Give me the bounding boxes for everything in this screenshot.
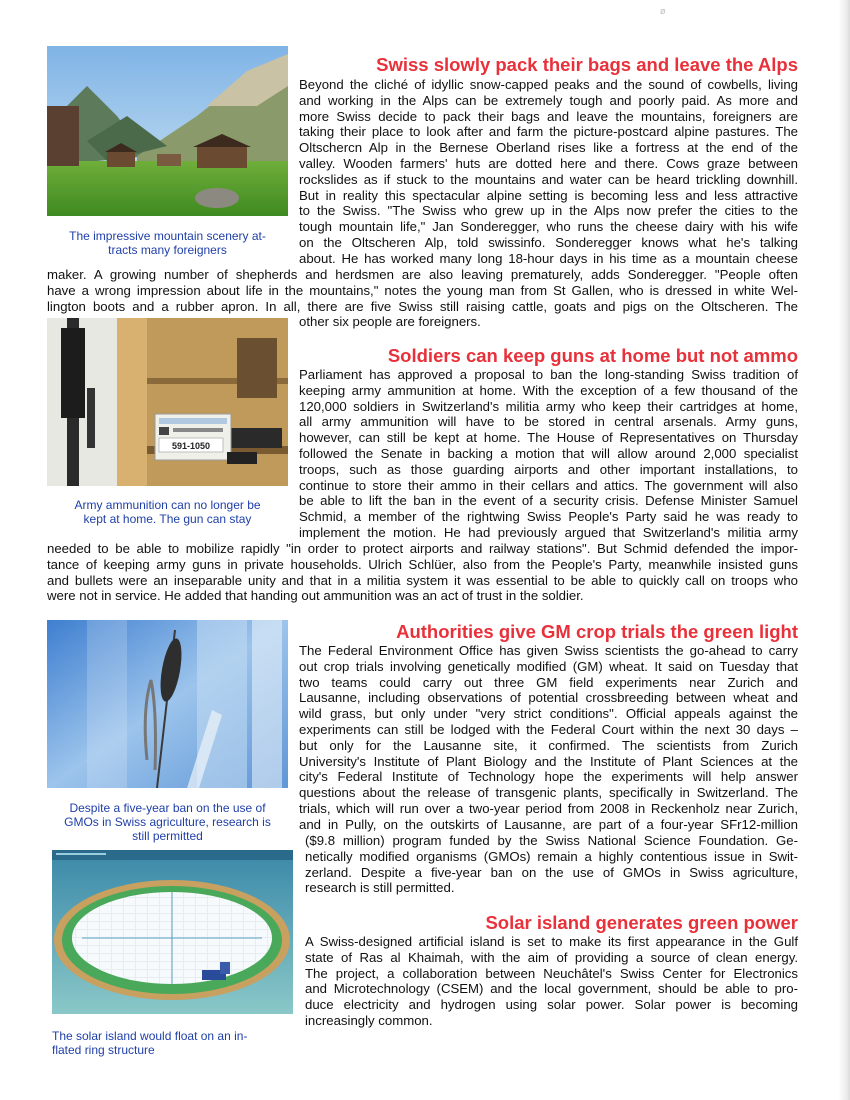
- text-line: ($9.8 million) program funded by the Swiss National Science Foundation. Ge-: [305, 833, 798, 848]
- text-line: two teams could carry out three GM field experiments near Zurich and: [299, 674, 798, 690]
- caption-line: The solar island would float on an in-: [52, 1029, 248, 1043]
- text-line: Beyond the cliché of idyllic snow-capped peaks and the sound of cowbells, living: [299, 77, 798, 92]
- text-line: But in reality this spectacular alpine setting is becoming less and less attractive: [299, 187, 798, 203]
- text-line: The Federal Environment Office has given Swiss scientists the go-ahead to carry: [299, 643, 798, 658]
- article-headline: Soldiers can keep guns at home but not ammo: [387, 345, 798, 366]
- solar-island-rendering: [52, 850, 293, 1014]
- caption-line: Army ammunition can no longer be: [74, 498, 261, 512]
- caption-line: still permitted: [132, 829, 203, 843]
- text-line: taking their place to look after and farm the picture-postcard alpine pastures. The: [299, 124, 798, 140]
- alpine-valley-photo: [47, 46, 288, 216]
- text-line: questions about the release of transgenic plants, specifically in Switzerland. The: [299, 785, 798, 801]
- text-line: more Swiss decide to pack their bags and leave the mountains, foreigners are: [299, 108, 798, 124]
- caption-line: GMOs in Swiss agriculture, research is: [64, 815, 271, 829]
- text-line: were not in service. He added that handing out ammunition was an act of trust in the soldier.: [47, 588, 584, 604]
- article-body-indented: [305, 833, 798, 896]
- text-line: wild grass, but only under "very strict conditions". Official appeals against the: [299, 706, 798, 722]
- text-line: needed to be able to mobilize rapidly "in order to protect airports and railway stations". But Schmid defended the impor-: [47, 541, 798, 556]
- article-body-tail: [299, 314, 798, 330]
- article-body-narrow: [299, 77, 798, 267]
- text-line: rockslides as if stuck to the mountains and water can be heard trickling downhill.: [299, 171, 798, 187]
- photo-caption: [47, 498, 288, 526]
- text-line: tance of keeping army guns in private households. Ulrich Schlüer, also from the People's Party, meanwhile insisted guns: [47, 556, 798, 572]
- text-line: out crop trials involving genetically modified (GM) wheat. It said on Tuesday that: [299, 658, 798, 674]
- article-body-column: [305, 934, 798, 1029]
- text-line: tough mountain life," Jan Sonderegger, who runs the cheese dairy with his wife: [299, 219, 798, 235]
- text-line: and bullets were an inseparable unity and that in a militia system it was essential to be able to quickly call on troops who: [47, 572, 798, 588]
- text-line: but only for the Lausanne site, it confirmed. The scientists from Zurich: [299, 737, 798, 753]
- text-line: lington boots and a rubber apron. In all, there are five Swiss still raising cattle, goats and pigs on the Oltscheren. The: [47, 298, 798, 314]
- text-line: keeping army ammunition at home. With the exception of a few thousand of the: [299, 382, 798, 398]
- text-line: maker. A growing number of shepherds and herdsmen are also leaving prematurely, adds Sonderegger. "People often: [47, 267, 798, 282]
- wheat-ear-test-tube-photo: [47, 620, 288, 788]
- article-body-narrow: [299, 367, 798, 541]
- photo-caption: [47, 801, 288, 843]
- text-line: A Swiss-designed artificial island is set to make its first appearance in the Gulf: [305, 934, 798, 949]
- ammunition-box-label: 591-1050: [171, 441, 211, 451]
- caption-line: The impressive mountain scenery at-: [69, 229, 266, 243]
- text-line: Schmid, a member of the rightwing Swiss People's Party said he was ready to: [299, 509, 798, 525]
- scan-speck: ø: [660, 6, 666, 16]
- text-line: city's Federal Institute of Technology hope the experiments will help answer: [299, 769, 798, 785]
- text-line: troops, such as those guarding airports and other important installations, to: [299, 461, 798, 477]
- text-line: increasingly common.: [305, 1012, 433, 1028]
- text-line: and Microtechnology (CSEM) and the local government, should be able to pro-: [305, 981, 798, 997]
- text-line: have a wrong impression about life in the mountains," notes the young man from St Gallen, who is dressed in white Wel-: [47, 282, 798, 298]
- article-body-wide: [47, 267, 798, 314]
- text-line: other six people are foreigners.: [299, 314, 481, 329]
- text-line: Lausanne, including observations of potential crossbreeding between wheat and: [299, 690, 798, 706]
- caption-line: flated ring structure: [52, 1043, 155, 1057]
- text-line: on the Oltscheren Alp, told swissinfo. Sonderegger knows what he's talking: [299, 234, 798, 250]
- scanned-page-edge: [838, 0, 850, 1100]
- text-line: and working in the Alps can be extremely tough and poorly paid. As more and: [299, 92, 798, 108]
- caption-line: tracts many foreigners: [108, 243, 227, 257]
- text-line: continue to store their ammo in their cellars and attics. The government will also: [299, 477, 798, 493]
- text-line: be able to lift the ban in the event of a security crisis. Defense Minister Samuel: [299, 493, 798, 509]
- photo-caption: [52, 1029, 272, 1057]
- ammunition-box-and-rifle-photo: [47, 318, 288, 486]
- text-line: followed the Senate in backing a motion that will allow around 2,000 specialist: [299, 445, 798, 461]
- caption-line: kept at home. The gun can stay: [83, 512, 252, 526]
- text-line: implement the motion. He had previously argued that Switzerland's militia army: [299, 524, 798, 540]
- text-line: state of Ras al Khaimah, with the aim of providing a source of clean energy.: [305, 949, 798, 965]
- text-line: duce electricity and hydrogen using solar power. Solar power is becoming: [305, 997, 798, 1013]
- text-line: to the Swiss. "The Swiss who grew up in the Alps now prefer the cities to the: [299, 203, 798, 219]
- text-line: Oltschercn Alp in the Bernese Oberland rises like a fortress at the end of the: [299, 140, 798, 156]
- text-line: research is still permitted.: [305, 880, 455, 896]
- text-line: University's Institute of Plant Biology and the Institute of Plant Sciences at the: [299, 753, 798, 769]
- text-line: netically modified organisms (GMOs) remain a highly contentious issue in Swit-: [305, 848, 798, 864]
- text-line: 120,000 soldiers in Switzerland's militia army who keep their cartridges at home,: [299, 398, 798, 414]
- article-headline: Solar island generates green power: [485, 912, 798, 933]
- text-line: however, can still be kept at home. The House of Representatives on Thursday: [299, 430, 798, 446]
- text-line: all army ammunition will have to be stored in central arsenals. Army guns,: [299, 414, 798, 430]
- article-body-column: [299, 643, 798, 833]
- text-line: about. He has worked many long 18-hour days in his time as a mountain cheese: [299, 250, 798, 266]
- text-line: experiments can still be lodged with the Federal Court within the next 30 days –: [299, 721, 798, 737]
- text-line: and in Pully, on the outskirts of Lausanne, are part of a four-year SFr12-million: [299, 816, 798, 832]
- text-line: valley. Wooden farmers' huts are dotted here and there. Cows graze between: [299, 155, 798, 171]
- text-line: Parliament has approved a proposal to ban the long-standing Swiss tradition of: [299, 367, 798, 382]
- article-body-wide: [47, 541, 798, 604]
- photo-caption: [47, 229, 288, 257]
- caption-line: Despite a five-year ban on the use of: [69, 801, 266, 815]
- article-headline: Authorities give GM crop trials the green light: [396, 621, 798, 642]
- text-line: The project, a collaboration between Neuchâtel's Swiss Center for Electronics: [305, 965, 798, 981]
- text-line: trials, which will run over a two-year period from 2008 in Reckenholz near Zurich,: [299, 800, 798, 816]
- article-headline: Swiss slowly pack their bags and leave the Alps: [376, 54, 798, 75]
- text-line: zerland. Despite a five-year ban on the use of GMOs in Swiss agriculture,: [305, 864, 798, 880]
